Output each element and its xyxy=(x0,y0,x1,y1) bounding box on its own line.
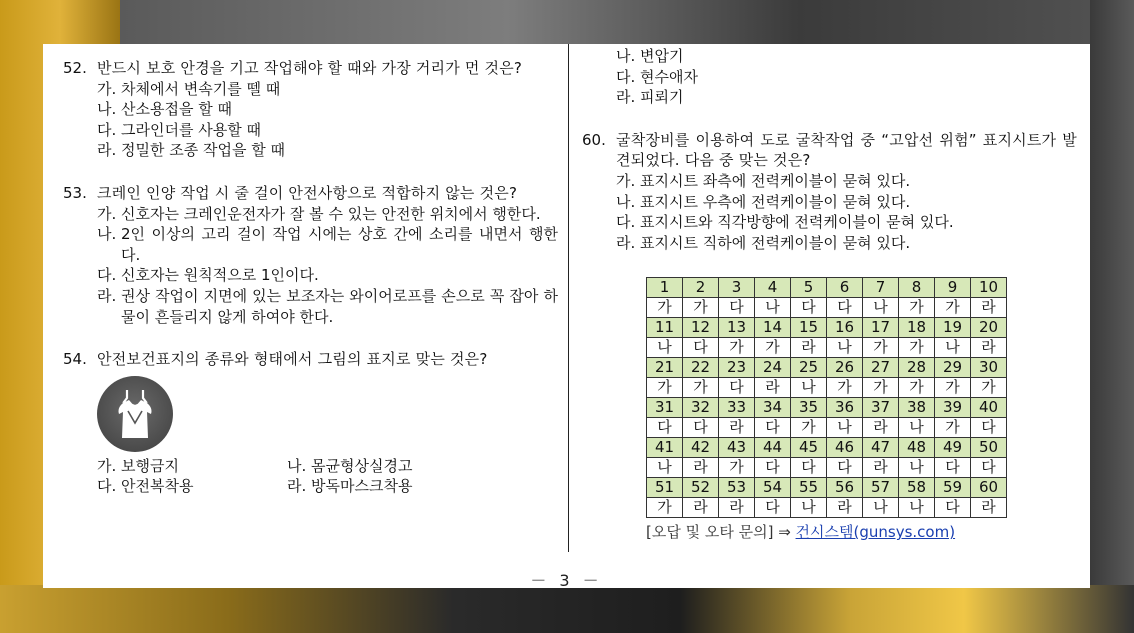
answer-key-cell: 가 xyxy=(863,338,899,358)
question-number: 52. xyxy=(63,59,87,77)
answer-number-cell: 30 xyxy=(971,358,1007,378)
answer-key-cell: 라 xyxy=(683,458,719,478)
option: 다. 그라인더를 사용할 때 xyxy=(97,120,261,139)
answer-number-cell: 24 xyxy=(755,358,791,378)
answer-number-cell: 12 xyxy=(683,318,719,338)
answer-key-cell: 라 xyxy=(863,458,899,478)
answer-number-cell: 3 xyxy=(719,278,755,298)
answer-number-cell: 33 xyxy=(719,398,755,418)
answer-key-row xyxy=(647,498,1007,518)
option: 나. 표지시트 우측에 전력케이블이 묻혀 있다. xyxy=(616,192,911,211)
answer-number-cell: 22 xyxy=(683,358,719,378)
answer-number-cell: 41 xyxy=(647,438,683,458)
answer-key-cell: 가 xyxy=(935,378,971,398)
question-52 xyxy=(63,58,558,161)
answer-key-cell: 라 xyxy=(683,498,719,518)
option: 나. 변압기 xyxy=(616,47,684,65)
answer-number-cell: 60 xyxy=(971,478,1007,498)
answer-number-cell: 54 xyxy=(755,478,791,498)
answer-key-cell: 나 xyxy=(647,458,683,478)
answer-key-cell: 나 xyxy=(863,298,899,318)
answer-key-cell: 라 xyxy=(971,298,1007,318)
answer-key-cell: 가 xyxy=(683,298,719,318)
answer-key-cell: 다 xyxy=(935,498,971,518)
answer-table xyxy=(646,277,1007,518)
option: 라. 정밀한 조종 작업을 할 때 xyxy=(97,141,285,160)
answer-key-cell: 다 xyxy=(935,458,971,478)
answer-key-cell: 라 xyxy=(719,498,755,518)
page-number: － 3 － xyxy=(530,571,603,590)
column-divider xyxy=(568,44,569,552)
option: 라. 피뢰기 xyxy=(616,88,684,107)
answer-key-cell: 다 xyxy=(827,298,863,318)
answer-number-cell: 20 xyxy=(971,318,1007,338)
answer-number-cell: 29 xyxy=(935,358,971,378)
option: 라. 방독마스크착용 xyxy=(287,477,413,496)
answer-key-cell: 가 xyxy=(791,418,827,438)
answer-key-row xyxy=(647,458,1007,478)
answer-number-cell: 34 xyxy=(755,398,791,418)
answer-key-cell: 다 xyxy=(683,418,719,438)
answer-key-cell: 다 xyxy=(755,458,791,478)
right-column xyxy=(582,46,1077,543)
answer-key-row xyxy=(647,418,1007,438)
option: 라. 권상 작업이 지면에 있는 보조자는 와이어로프를 손으로 꼭 잡아 하물이 흔들리지 않게 하여야 한다. xyxy=(97,286,558,326)
answer-number-cell: 58 xyxy=(899,478,935,498)
answer-key-cell: 가 xyxy=(899,338,935,358)
question-number: 60. xyxy=(582,130,606,149)
answer-number-cell: 13 xyxy=(719,318,755,338)
answer-key-cell: 나 xyxy=(899,418,935,438)
contact-link[interactable]: 건시스템(gunsys.com) xyxy=(795,523,956,542)
answer-number-cell: 27 xyxy=(863,358,899,378)
question-60 xyxy=(582,130,1077,254)
answer-number-cell: 15 xyxy=(791,318,827,338)
answer-key-cell: 가 xyxy=(647,378,683,398)
question-54 xyxy=(63,349,558,497)
answer-number-cell: 11 xyxy=(647,318,683,338)
answer-key-cell: 다 xyxy=(755,498,791,518)
option: 다. 현수애자 xyxy=(616,67,698,86)
answer-key-cell: 나 xyxy=(791,378,827,398)
answer-number-cell: 53 xyxy=(719,478,755,498)
answer-number-cell: 48 xyxy=(899,438,935,458)
answer-number-row xyxy=(647,478,1007,498)
answer-number-cell: 46 xyxy=(827,438,863,458)
answer-number-cell: 45 xyxy=(791,438,827,458)
answer-number-cell: 21 xyxy=(647,358,683,378)
answer-number-cell: 4 xyxy=(755,278,791,298)
answer-number-row xyxy=(647,398,1007,418)
answer-number-cell: 59 xyxy=(935,478,971,498)
answer-number-cell: 55 xyxy=(791,478,827,498)
question-text: 안전보건표지의 종류와 형태에서 그림의 표지로 맞는 것은? xyxy=(97,350,488,369)
answer-number-cell: 39 xyxy=(935,398,971,418)
contact-line xyxy=(646,522,1077,543)
answer-key-cell: 가 xyxy=(647,298,683,318)
answer-number-row xyxy=(647,358,1007,378)
answer-number-cell: 51 xyxy=(647,478,683,498)
answer-number-cell: 6 xyxy=(827,278,863,298)
answer-key-cell: 나 xyxy=(863,498,899,518)
answer-key-cell: 나 xyxy=(935,338,971,358)
answer-number-cell: 47 xyxy=(863,438,899,458)
answer-key-cell: 가 xyxy=(935,298,971,318)
answer-number-cell: 1 xyxy=(647,278,683,298)
answer-key-cell: 다 xyxy=(827,458,863,478)
question-text: 반드시 보호 안경을 기고 작업해야 할 때와 가장 거리가 먼 것은? xyxy=(97,59,523,77)
answer-number-cell: 2 xyxy=(683,278,719,298)
option: 다. 표지시트와 직각방향에 전력케이블이 묻혀 있다. xyxy=(616,213,954,232)
answer-key-cell: 다 xyxy=(971,458,1007,478)
answer-number-cell: 16 xyxy=(827,318,863,338)
answer-number-cell: 31 xyxy=(647,398,683,418)
left-column xyxy=(63,58,558,497)
answer-key-cell: 가 xyxy=(827,378,863,398)
answer-key-cell: 나 xyxy=(899,458,935,478)
answer-key-cell: 라 xyxy=(863,418,899,438)
answer-number-cell: 38 xyxy=(899,398,935,418)
option: 가. 표지시트 좌측에 전력케이블이 묻혀 있다. xyxy=(616,171,911,190)
answer-number-cell: 14 xyxy=(755,318,791,338)
answer-number-cell: 43 xyxy=(719,438,755,458)
answer-number-cell: 40 xyxy=(971,398,1007,418)
exam-page xyxy=(43,44,1090,588)
question-number: 54. xyxy=(63,350,87,369)
answer-number-cell: 26 xyxy=(827,358,863,378)
question-text: 굴착장비를 이용하여 도로 굴착작업 중 “고압선 위험” 표지시트가 발견되었다. 다음 중 맞는 것은? xyxy=(616,130,1077,170)
option: 라. 표지시트 직하에 전력케이블이 묻혀 있다. xyxy=(616,233,911,252)
answer-key-cell: 가 xyxy=(935,418,971,438)
answer-number-cell: 49 xyxy=(935,438,971,458)
answer-key-cell: 라 xyxy=(791,338,827,358)
answer-key-cell: 가 xyxy=(719,458,755,478)
answer-number-cell: 35 xyxy=(791,398,827,418)
answer-key-cell: 가 xyxy=(647,498,683,518)
question-text: 크레인 인양 작업 시 줄 걸이 안전사항으로 적합하지 않는 것은? xyxy=(97,183,518,202)
answer-number-cell: 23 xyxy=(719,358,755,378)
answer-key-cell: 다 xyxy=(647,418,683,438)
answer-number-cell: 18 xyxy=(899,318,935,338)
answer-key-cell: 가 xyxy=(899,378,935,398)
answer-key-cell: 다 xyxy=(719,378,755,398)
option: 가. 차체에서 변속기를 뗄 때 xyxy=(97,79,281,98)
answer-number-cell: 50 xyxy=(971,438,1007,458)
safety-clothing-sign-icon xyxy=(97,376,173,452)
answer-key-cell: 나 xyxy=(827,338,863,358)
answer-number-cell: 5 xyxy=(791,278,827,298)
answer-key-cell: 가 xyxy=(971,378,1007,398)
answer-key-cell: 가 xyxy=(719,338,755,358)
answer-key-cell: 다 xyxy=(971,418,1007,438)
option: 나. 2인 이상의 고리 걸이 작업 시에는 상호 간에 소리를 내면서 행한다. xyxy=(97,225,558,264)
answer-number-cell: 9 xyxy=(935,278,971,298)
answer-key-cell: 다 xyxy=(791,458,827,478)
question-59-tail xyxy=(582,46,1077,108)
question-53 xyxy=(63,183,558,327)
answer-number-cell: 7 xyxy=(863,278,899,298)
answer-key-cell: 가 xyxy=(863,378,899,398)
answer-number-cell: 25 xyxy=(791,358,827,378)
answer-key-cell: 다 xyxy=(791,298,827,318)
question-number: 53. xyxy=(63,183,87,202)
answer-number-cell: 28 xyxy=(899,358,935,378)
answer-key-cell: 라 xyxy=(971,498,1007,518)
contact-text: [오답 및 오타 문의] ⇒ xyxy=(646,523,796,542)
answer-key-cell: 나 xyxy=(755,298,791,318)
answer-key-cell: 라 xyxy=(719,418,755,438)
answer-number-cell: 37 xyxy=(863,398,899,418)
answer-key-cell: 나 xyxy=(791,498,827,518)
answer-number-row xyxy=(647,318,1007,338)
answer-number-cell: 10 xyxy=(971,278,1007,298)
answer-key-row xyxy=(647,378,1007,398)
answer-key-cell: 라 xyxy=(755,378,791,398)
answer-key-cell: 라 xyxy=(827,498,863,518)
answer-key-row xyxy=(647,338,1007,358)
answer-key-cell: 다 xyxy=(719,298,755,318)
answer-number-row xyxy=(647,438,1007,458)
answer-number-cell: 36 xyxy=(827,398,863,418)
answer-key-cell: 다 xyxy=(755,418,791,438)
option: 나. 산소용접을 할 때 xyxy=(97,100,232,119)
answer-number-cell: 32 xyxy=(683,398,719,418)
option: 가. 신호자는 크레인운전자가 잘 볼 수 있는 안전한 위치에서 행한다. xyxy=(97,204,541,223)
answer-key-cell: 다 xyxy=(683,338,719,358)
answer-number-cell: 17 xyxy=(863,318,899,338)
option: 다. 신호자는 원칙적으로 1인이다. xyxy=(97,266,319,285)
answer-key-cell: 가 xyxy=(683,378,719,398)
answer-key-cell: 가 xyxy=(899,298,935,318)
answer-number-row xyxy=(647,278,1007,298)
option: 나. 몸균형상실경고 xyxy=(287,456,413,475)
answer-number-cell: 42 xyxy=(683,438,719,458)
answer-key-cell: 나 xyxy=(647,338,683,358)
answer-key-cell: 라 xyxy=(971,338,1007,358)
answer-key-cell: 가 xyxy=(755,338,791,358)
answer-number-cell: 52 xyxy=(683,478,719,498)
answer-key-row xyxy=(647,298,1007,318)
answer-number-cell: 56 xyxy=(827,478,863,498)
answer-number-cell: 44 xyxy=(755,438,791,458)
option: 가. 보행금지 xyxy=(97,456,179,475)
answer-key-cell: 나 xyxy=(827,418,863,438)
answer-number-cell: 57 xyxy=(863,478,899,498)
answer-number-cell: 19 xyxy=(935,318,971,338)
option: 다. 안전복착용 xyxy=(97,477,194,496)
answer-key-cell: 나 xyxy=(899,498,935,518)
answer-number-cell: 8 xyxy=(899,278,935,298)
